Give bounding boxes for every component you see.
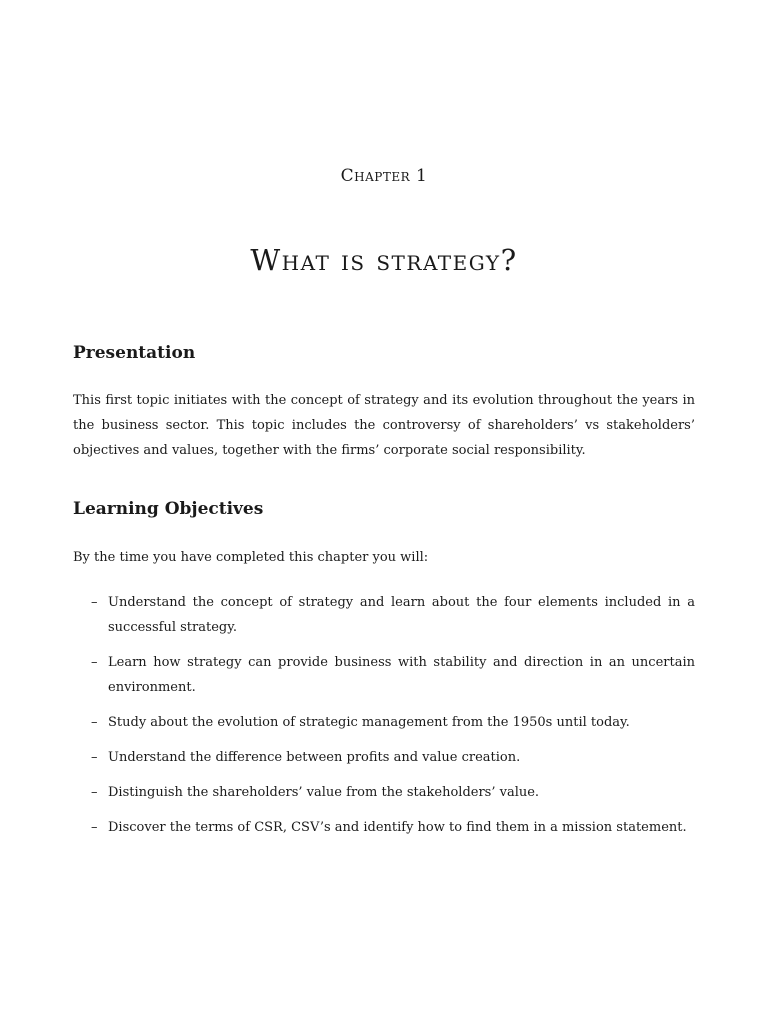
objective-item <box>73 745 695 770</box>
objective-item <box>73 780 695 805</box>
list-bullet: – <box>91 715 98 730</box>
objective-item <box>73 590 695 640</box>
chapter-label: Chapter 1 <box>340 166 428 186</box>
learning-objectives-list <box>73 590 695 850</box>
objective-text: Understand the difference between profits and value creation. <box>108 750 521 765</box>
list-bullet: – <box>91 785 98 800</box>
objective-text: Discover the terms of CSR, CSV’s and identify how to find them in a mission statement. <box>108 820 687 835</box>
objective-text: Study about the evolution of strategic management from the 1950s until today. <box>108 715 630 730</box>
list-bullet: – <box>91 595 98 610</box>
objective-text: Understand the concept of strategy and learn about the four elements included in a successful strategy. <box>108 595 695 635</box>
presentation-paragraph: This first topic initiates with the concept of strategy and its evolution throughout the years in the business sector. This topic includes the controversy of shareholders’ vs stakeholders’ objectives and values, together with the firms’ corporate social responsibility. <box>73 393 695 458</box>
objective-item <box>73 710 695 735</box>
learning-objectives-heading: Learning Objectives <box>73 499 264 519</box>
learning-objectives-intro: By the time you have completed this chapter you will: <box>73 550 429 565</box>
list-bullet: – <box>91 750 98 765</box>
objective-text: Learn how strategy can provide business with stability and direction in an uncertain environment. <box>108 655 695 695</box>
objective-text: Distinguish the shareholders’ value from the stakeholders’ value. <box>108 785 540 800</box>
objective-item <box>73 650 695 700</box>
objective-item <box>73 815 695 840</box>
list-bullet: – <box>91 820 98 835</box>
list-bullet: – <box>91 655 98 670</box>
presentation-heading: Presentation <box>73 343 196 363</box>
chapter-title: What is strategy? <box>250 243 518 277</box>
